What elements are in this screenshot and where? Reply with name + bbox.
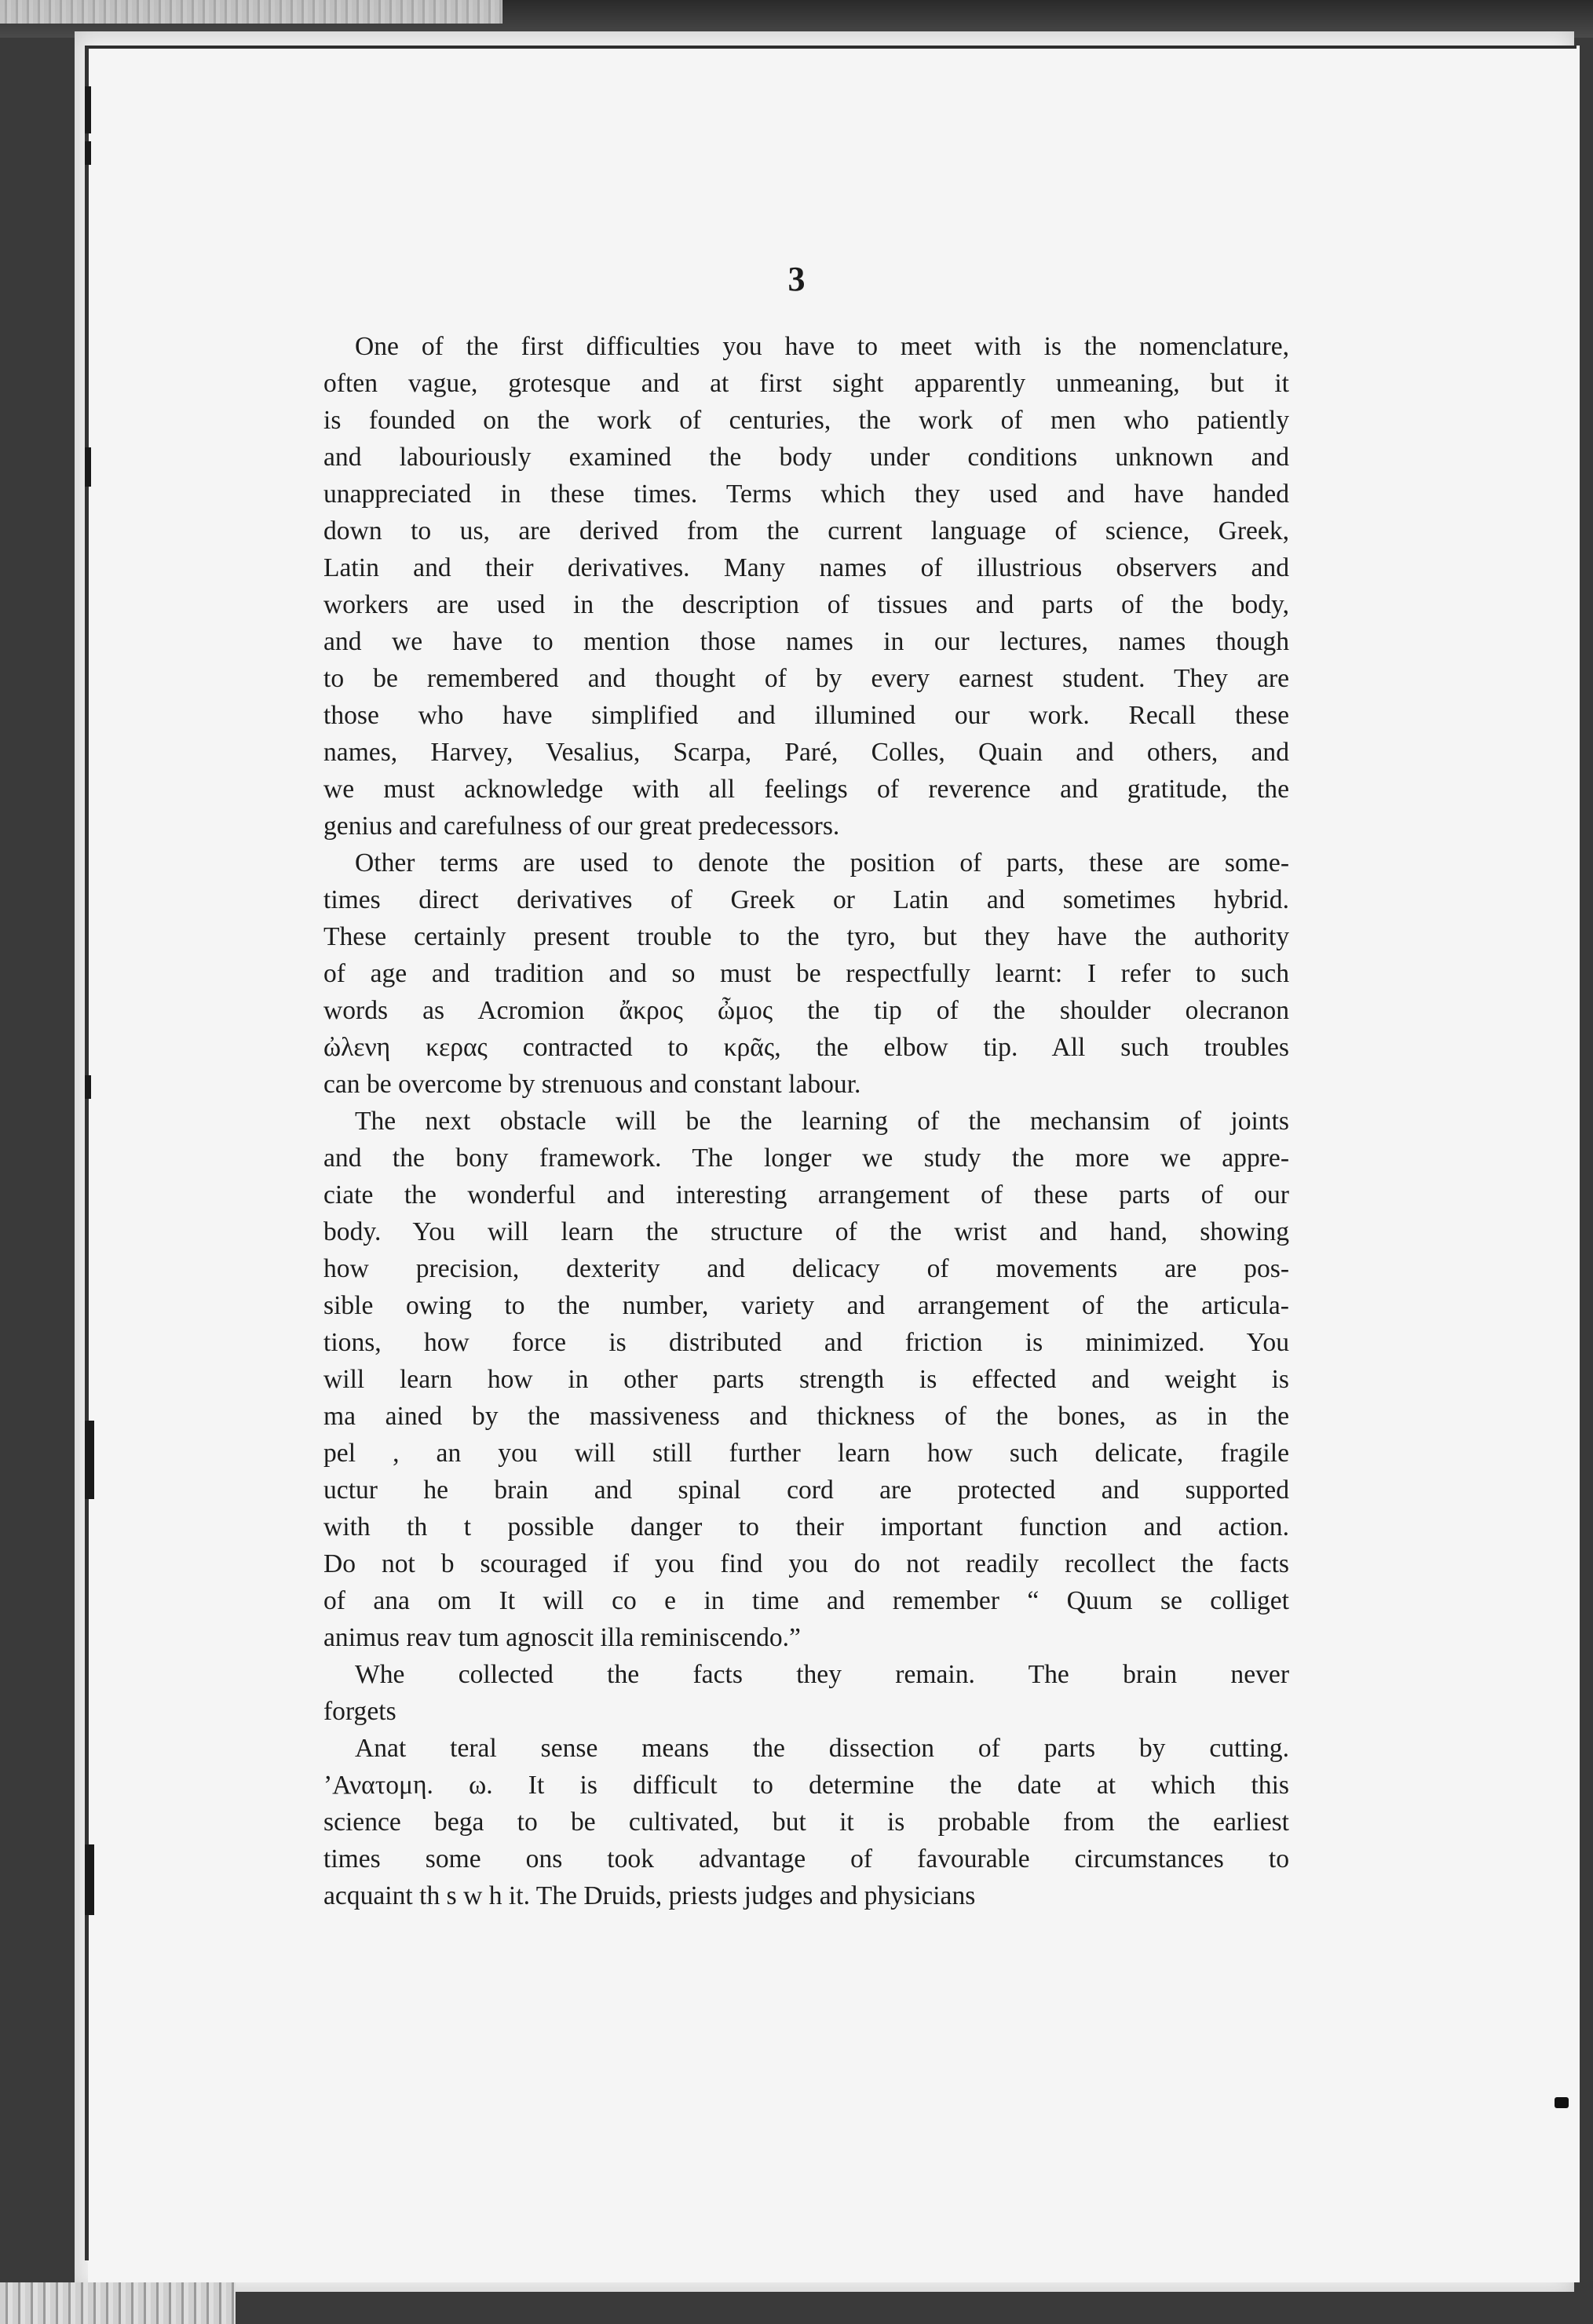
text-line: of age and tradition and so must be respectfully learnt: I refer to such (323, 959, 1289, 988)
text-line: and the bony framework. The longer we study the more we appre- (323, 1144, 1289, 1173)
text-line: workers are used in the description of tissues and parts of the body, (323, 590, 1289, 619)
text-line: those who have simplified and illumined our work. Recall these (323, 701, 1289, 730)
text-line: unappreciated in these times. Terms which they used and have handed (323, 480, 1289, 509)
text-line: One of the first difficulties you have to meet with is the nomenclature, (355, 332, 1289, 361)
text-line: and we have to mention those names in our lectures, names though (323, 627, 1289, 656)
text-line: forgets (323, 1697, 396, 1726)
binding-mark (85, 141, 91, 165)
body-text (323, 328, 1289, 1914)
page-left-edge (85, 47, 89, 2260)
text-line: of ana om It will co e in time and remember “ Quum se colliget (323, 1586, 1289, 1615)
paragraph-terms-position (323, 845, 1289, 1103)
paragraph-nomenclature (323, 328, 1289, 845)
text-line: These certainly present trouble to the tyro, but they have the authority (323, 922, 1289, 951)
binding-mark (85, 1844, 94, 1915)
text-line: sible owing to the number, variety and arrangement of the articula- (323, 1291, 1289, 1320)
text-line: Latin and their derivatives. Many names of illustrious observers and (323, 553, 1289, 582)
scan-top-binding-strip (0, 0, 502, 24)
text-line: and labouriously examined the body under conditions unknown and (323, 443, 1289, 472)
binding-mark (85, 1421, 94, 1499)
scan-corner-mark (1555, 2097, 1569, 2108)
text-line: ciate the wonderful and interesting arrangement of these parts of our (323, 1180, 1289, 1209)
paragraph-brain-forgets (323, 1656, 1289, 1730)
binding-mark (85, 1075, 91, 1099)
text-line: is founded on the work of centuries, the work of men who patiently (323, 406, 1289, 435)
text-line: times some ons took advantage of favourable circumstances to (323, 1844, 1289, 1873)
scan-bottom-binding-strip (0, 2282, 236, 2324)
text-line: often vague, grotesque and at first sight apparently unmeaning, but it (323, 369, 1289, 398)
text-line: The next obstacle will be the learning of the mechansim of joints (355, 1107, 1289, 1136)
text-line: ὠλενη κερας contracted to κρᾶς, the elbow tip. All such troubles (323, 1033, 1289, 1062)
page-top-edge (85, 46, 1577, 49)
text-line: Whe collected the facts they remain. The brain never (355, 1660, 1289, 1689)
paragraph-mechanism-joints (323, 1103, 1289, 1656)
text-line: ’Ανατομη. ω. It is difficult to determine the date at which this (323, 1771, 1289, 1800)
text-line: pel , an you will still further learn how such delicate, fragile (323, 1439, 1289, 1468)
binding-mark (85, 447, 91, 487)
text-line: ma ained by the massiveness and thickness of the bones, as in the (323, 1402, 1289, 1431)
text-line: times direct derivatives of Greek or Latin and sometimes hybrid. (323, 885, 1289, 914)
text-line: Anat teral sense means the dissection of parts by cutting. (355, 1734, 1289, 1763)
text-line: names, Harvey, Vesalius, Scarpa, Paré, Colles, Quain and others, and (323, 738, 1289, 767)
binding-mark (85, 86, 91, 133)
paragraph-anatomy-definition (323, 1730, 1289, 1914)
text-line: uctur he brain and spinal cord are protected and supported (323, 1476, 1289, 1505)
page-number: 3 (787, 260, 806, 298)
text-line: acquaint th s w h it. The Druids, priests judges and physicians (323, 1881, 976, 1910)
text-line: we must acknowledge with all feelings of reverence and gratitude, the (323, 775, 1289, 804)
text-line: Other terms are used to denote the position of parts, these are some- (355, 848, 1289, 877)
text-line: will learn how in other parts strength is effected and weight is (323, 1365, 1289, 1394)
text-line: can be overcome by strenuous and constant labour. (323, 1070, 861, 1099)
text-line: words as Acromion ἄκρος ὦμος the tip of the shoulder olecranon (323, 996, 1289, 1025)
text-line: genius and carefulness of our great predecessors. (323, 812, 840, 841)
text-line: down to us, are derived from the current language of science, Greek, (323, 516, 1289, 545)
text-line: how precision, dexterity and delicacy of movements are pos- (323, 1254, 1289, 1283)
text-line: with th t possible danger to their important function and action. (323, 1512, 1289, 1541)
text-line: Do not b scouraged if you find you do not readily recollect the facts (323, 1549, 1289, 1578)
text-line: animus reav tum agnoscit illa reminiscendo.” (323, 1623, 801, 1652)
text-line: tions, how force is distributed and friction is minimized. You (323, 1328, 1289, 1357)
text-line: to be remembered and thought of by every earnest student. They are (323, 664, 1289, 693)
text-line: body. You will learn the structure of the wrist and hand, showing (323, 1217, 1289, 1246)
text-line: science bega to be cultivated, but it is probable from the earliest (323, 1808, 1289, 1837)
